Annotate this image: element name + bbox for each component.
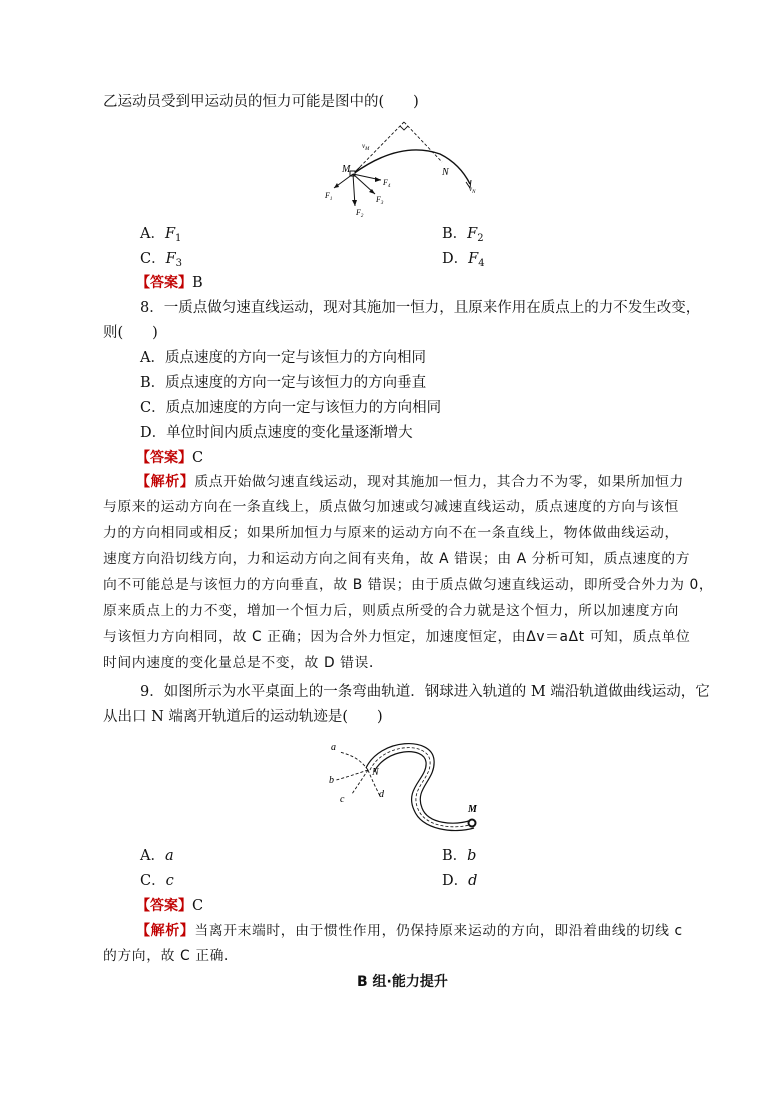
q9-label-d: d [379,789,384,800]
q7-figure [320,112,495,220]
q7-label-f2: $F_2$ [356,208,364,219]
q9-label-a: a [331,742,336,753]
q9-option-d: D．d [442,873,478,889]
q9-explain-line2: 的方向，故 C 正确． [103,948,239,964]
q7-option-a: A．$F_1$ [140,226,182,244]
q9-option-c: C．c [140,873,174,889]
q8-option-d: D．单位时间内质点速度的变化量逐渐增大 [140,425,413,441]
q7-option-d: D．$F_4$ [442,251,485,269]
q8-stem-line2: 则( ) [103,325,158,341]
q9-stem-line1: 9．如图所示为水平桌面上的一条弯曲轨道．钢球进入轨道的 M 端沿轨道做曲线运动，它 [140,684,710,700]
q9-option-b: B．b [442,848,477,864]
q7-stem: 乙运动员受到甲运动员的恒力可能是图中的( ) [103,94,419,110]
q8-answer: 【答案】C [136,450,204,466]
q7-label-n: N [442,167,449,178]
q7-option-c: C．$F_3$ [140,251,183,269]
q9-label-c: c [340,794,345,805]
q8-explain-line4: 速度方向沿切线方向，力和运动方向之间有夹角，故 A 错误；由 A 分析可知，质点速度的方 [103,551,691,567]
q9-label-n: N [372,767,379,778]
q7-label-f1: $F_1$ [325,191,333,202]
q7-option-b: B．$F_2$ [442,226,484,244]
q7-label-f3: $F_3$ [376,195,384,206]
q7-label-vm: $v_M$ [362,142,370,152]
q8-explain-line1: 【解析】质点开始做匀速直线运动，现对其施加一恒力，其合力不为零，如果所加恒力 [136,474,684,490]
q8-option-b: B．质点速度的方向一定与该恒力的方向垂直 [140,375,427,391]
q8-explain-line2: 与原来的运动方向在一条直线上，质点做匀加速或匀减速直线运动，质点速度的方向与该恒 [103,499,679,515]
q8-explain-line6: 原来质点上的力不变，增加一个恒力后，则质点所受的合力就是这个恒力，所以加速度方向 [103,603,679,619]
q9-label-m: M [468,804,477,815]
q8-explain-line5: 向不可能总是与该恒力的方向垂直，故 B 错误；由于质点做匀速直线运动，即所受合外力为 0， [103,577,714,593]
q7-label-vn: $v_N$ [469,185,476,195]
q9-label-b: b [329,775,334,786]
q9-option-a: A．a [140,848,174,864]
q7-label-m: M [342,164,351,175]
q8-stem-line1: 8．一质点做匀速直线运动，现对其施加一恒力，且原来作用在质点上的力不发生改变， [140,300,701,316]
q8-option-a: A．质点速度的方向一定与该恒力的方向相同 [140,350,426,366]
section-title: B 组·能力提升 [357,974,448,990]
q8-explain-line8: 时间内速度的变化量总是不变，故 D 错误． [103,655,384,671]
q9-answer: 【答案】C [136,898,204,914]
q7-label-f4: $F_4$ [383,178,391,189]
q8-explain-line7: 与该恒力方向相同，故 C 正确；因为合外力恒定，加速度恒定，由Δv＝aΔt 可知，质点单位 [103,629,691,645]
q9-figure [322,730,482,836]
q9-explain-line1: 【解析】当离开末端时，由于惯性作用，仍保持原来运动的方向，即沿着曲线的切线 c [136,923,683,939]
q8-explain-line3: 力的方向相同或相反；如果所加恒力与原来的运动方向不在一条直线上，物体做曲线运动， [103,525,679,541]
q9-stem-line2: 从出口 N 端离开轨道后的运动轨迹是( ) [103,709,383,725]
q7-answer: 【答案】B [136,275,203,291]
q8-option-c: C．质点加速度的方向一定与该恒力的方向相同 [140,400,442,416]
